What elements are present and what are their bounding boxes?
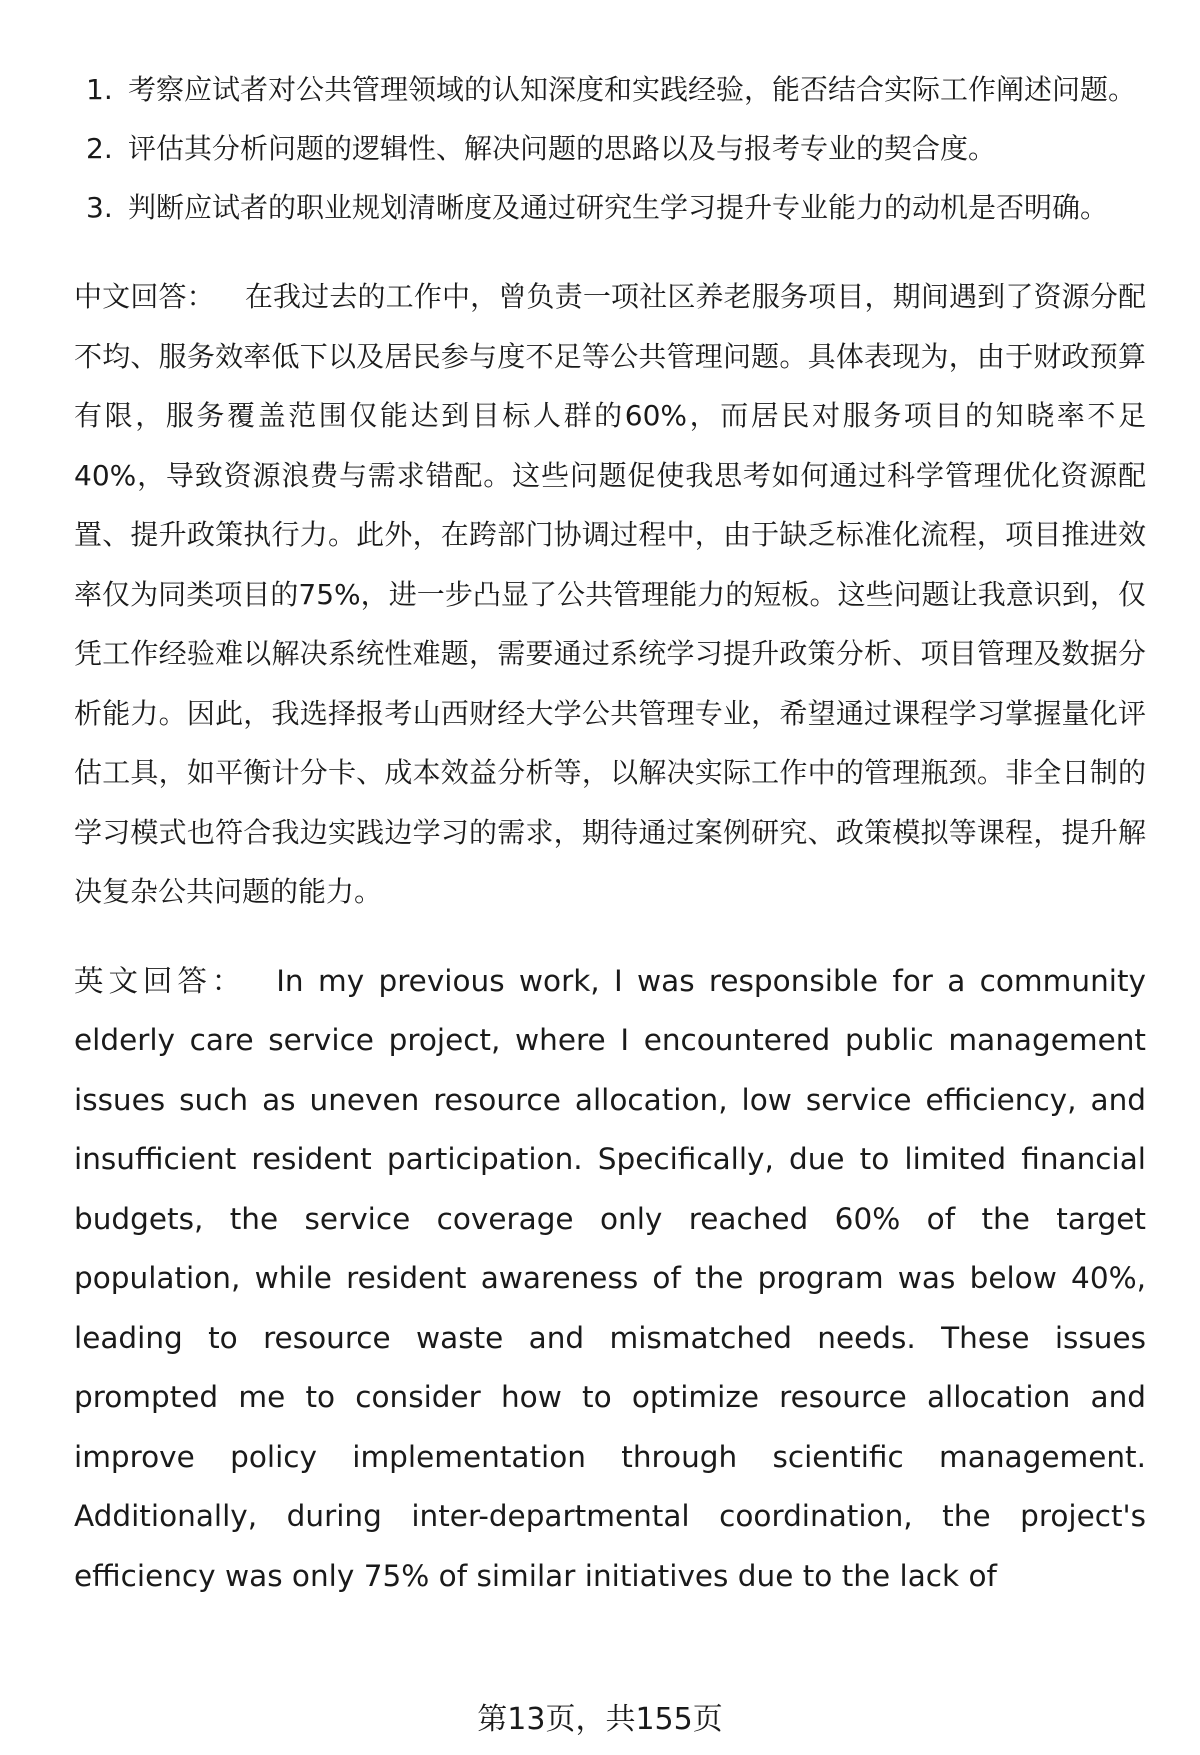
list-item-text: 评估其分析问题的逻辑性、解决问题的思路以及与报考专业的契合度。 bbox=[128, 132, 997, 165]
english-answer-paragraph bbox=[74, 952, 1146, 1607]
list-item bbox=[74, 119, 1146, 178]
list-item bbox=[74, 178, 1146, 237]
english-answer-label: 英文回答： bbox=[74, 963, 247, 998]
list-item-text: 判断应试者的职业规划清晰度及通过研究生学习提升专业能力的动机是否明确。 bbox=[128, 191, 1109, 224]
chinese-answer-text: 在我过去的工作中，曾负责一项社区养老服务项目，期间遇到了资源分配不均、服务效率低下以及居民参与度不足等公共管理问题。具体表现为，由于财政预算有限，服务覆盖范围仅能达到目标人群的60%，而居民对服务项目的知晓率不足40%，导致资源浪费与需求错配。这些问题促使我思考如何通过科学管理优化资源配置、提升政策执行力。此外，在跨部门协调过程中，由于缺乏标准化流程，项目推进效率仅为同类项目的75%，进一步凸显了公共管理能力的短板。这些问题让我意识到，仅凭工作经验难以解决系统性难题，需要通过系统学习提升政策分析、项目管理及数据分析能力。因此，我选择报考山西财经大学公共管理专业，希望通过课程学习掌握量化评估工具，如平衡计分卡、成本效益分析等，以解决实际工作中的管理瓶颈。非全日制的学习模式也符合我边实践边学习的需求，期待通过案例研究、政策模拟等课程，提升解决复杂公共问题的能力。 bbox=[74, 280, 1146, 908]
page-number-footer: 第13页，共155页 bbox=[477, 1702, 723, 1737]
chinese-answer-paragraph bbox=[74, 267, 1146, 922]
list-item bbox=[74, 60, 1146, 119]
chinese-answer-label: 中文回答： bbox=[74, 280, 215, 313]
list-item-number: 2. bbox=[86, 132, 113, 165]
list-item-text: 考察应试者对公共管理领域的认知深度和实践经验，能否结合实际工作阐述问题。 bbox=[128, 73, 1137, 106]
english-answer-text: In my previous work, I was responsible for a community elderly care service project, where I encountered public management issues such as uneven resource allocation, low service efficiency, and insufficient resident participation. Specifically, due to limited financial budgets, the service coverage only reached 60% of the target population, while resident awareness of the program was below 40%, leading to resource waste and mismatched needs. These issues prompted me to consider how to optimize resource allocation and improve policy implementation through scientific management. Additionally, during inter-departmental coordination, the project's efficiency was only 75% of similar initiatives due to the lack of bbox=[74, 963, 1146, 1593]
evaluation-criteria-list bbox=[74, 60, 1146, 237]
list-item-number: 1. bbox=[86, 73, 113, 106]
list-item-number: 3. bbox=[86, 191, 113, 224]
